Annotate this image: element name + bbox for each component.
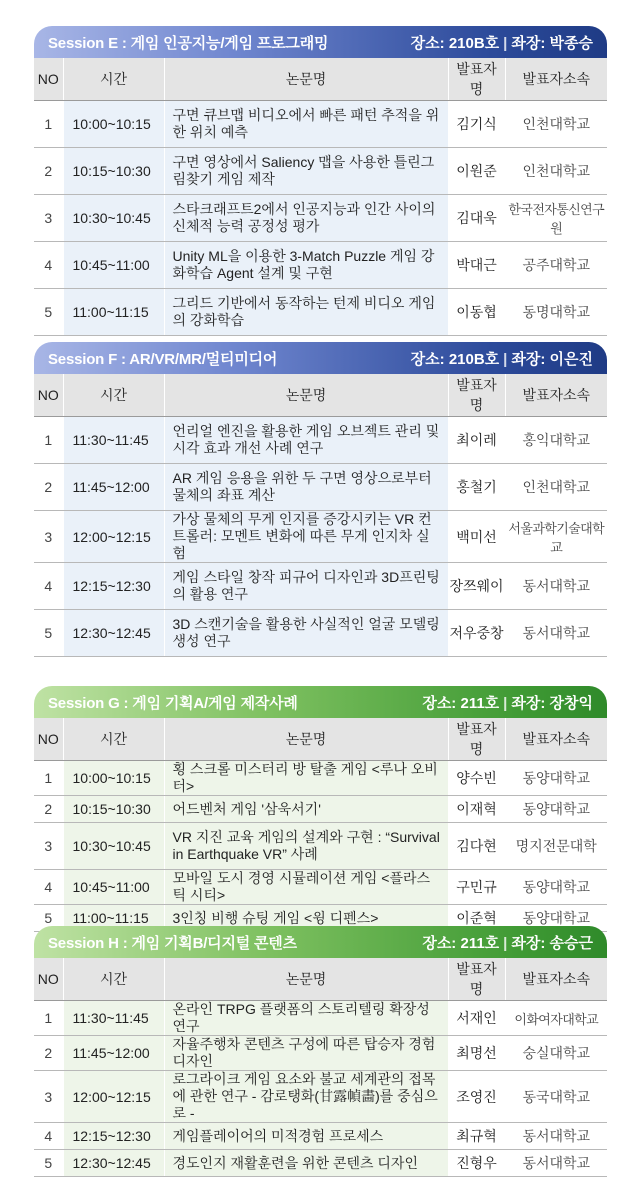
- header-paper: 논문명: [164, 374, 448, 417]
- row-paper: 스타크래프트2에서 인공지능과 인간 사이의 신체적 능력 공정성 평가: [164, 195, 448, 242]
- row-paper: 게임플레이어의 미적경험 프로세스: [164, 1123, 448, 1150]
- header-no: NO: [34, 718, 63, 761]
- header-presenter: 발표자명: [448, 718, 505, 761]
- row-no: 2: [34, 464, 63, 511]
- table-row: [34, 761, 607, 796]
- header-time: 시간: [63, 718, 164, 761]
- row-no: 4: [34, 1123, 63, 1150]
- row-time: 10:15~10:30: [63, 796, 164, 823]
- row-paper: 로그라이크 게임 요소와 불교 세계관의 접목에 관한 연구 - 감로탱화(甘露幀畵)를 중심으로 -: [164, 1071, 448, 1123]
- row-presenter: 진형우: [448, 1150, 505, 1177]
- row-no: 4: [34, 870, 63, 905]
- row-presenter: 이재혁: [448, 796, 505, 823]
- row-org: 인천대학교: [505, 148, 607, 195]
- row-paper: 횡 스크롤 미스터리 방 탈출 게임 <루나 오비터>: [164, 761, 448, 796]
- row-time: 12:15~12:30: [63, 1123, 164, 1150]
- row-time: 12:00~12:15: [63, 1071, 164, 1123]
- header-org: 발표자소속: [505, 718, 607, 761]
- table-row: [34, 1123, 607, 1150]
- row-no: 4: [34, 563, 63, 610]
- row-no: 5: [34, 1150, 63, 1177]
- row-no: 2: [34, 148, 63, 195]
- header-paper: 논문명: [164, 958, 448, 1001]
- header-no: NO: [34, 58, 63, 101]
- row-presenter: 최규혁: [448, 1123, 505, 1150]
- row-presenter: 박대근: [448, 242, 505, 289]
- row-time: 11:00~11:15: [63, 905, 164, 932]
- row-paper: 구면 큐브맵 비디오에서 빠른 패턴 추적을 위한 위치 예측: [164, 101, 448, 148]
- row-org: 인천대학교: [505, 464, 607, 511]
- table-row: [34, 610, 607, 657]
- row-time: 10:00~10:15: [63, 101, 164, 148]
- row-time: 10:45~11:00: [63, 870, 164, 905]
- row-org: 동서대학교: [505, 563, 607, 610]
- row-org: 동양대학교: [505, 870, 607, 905]
- row-paper: 3인칭 비행 슈팅 게임 <윙 디펜스>: [164, 905, 448, 932]
- row-presenter: 김기식: [448, 101, 505, 148]
- row-presenter: 홍철기: [448, 464, 505, 511]
- session-title: Session H : 게임 기획B/디지털 콘텐츠: [48, 934, 297, 952]
- table-row: [34, 511, 607, 563]
- row-paper: 가상 물체의 무게 인지를 증강시키는 VR 컨트롤러: 모멘트 변화에 따른 무게 인지차 실험: [164, 511, 448, 563]
- row-org: 동양대학교: [505, 761, 607, 796]
- row-presenter: 김다현: [448, 823, 505, 870]
- table-row: [34, 464, 607, 511]
- row-paper: 어드벤처 게임 '삼욱서기': [164, 796, 448, 823]
- session-title: Session E : 게임 인공지능/게임 프로그래밍: [48, 34, 329, 52]
- session-chair: 좌장: 이은진: [511, 350, 593, 368]
- header-org: 발표자소속: [505, 958, 607, 1001]
- session-chair: 좌장: 박종승: [511, 34, 593, 52]
- session-chair: 좌장: 장창익: [511, 694, 593, 712]
- row-no: 2: [34, 1036, 63, 1071]
- row-presenter: 서재인: [448, 1001, 505, 1036]
- session-title: Session G : 게임 기획A/게임 제작사례: [48, 694, 298, 712]
- session-e-banner: Session E : 게임 인공지능/게임 프로그래밍 장소: 210B호 | 좌장: 박종승: [34, 26, 607, 58]
- table-row: [34, 1150, 607, 1177]
- table-row: [34, 563, 607, 610]
- row-paper: 언리얼 엔진을 활용한 게임 오브젝트 관리 및 시각 효과 개선 사례 연구: [164, 417, 448, 464]
- row-org: 이화여자대학교: [505, 1001, 607, 1036]
- session-g-banner: Session G : 게임 기획A/게임 제작사례 장소: 211호 | 좌장: 장창익: [34, 686, 607, 718]
- row-no: 3: [34, 195, 63, 242]
- header-org: 발표자소속: [505, 58, 607, 101]
- header-time: 시간: [63, 374, 164, 417]
- session-venue: 장소: 210B호: [410, 34, 500, 52]
- table-header-row: [34, 58, 607, 101]
- row-paper: AR 게임 응용을 위한 두 구면 영상으로부터 물체의 좌표 계산: [164, 464, 448, 511]
- session-venue: 장소: 211호: [422, 694, 500, 712]
- row-org: 인천대학교: [505, 101, 607, 148]
- table-header-row: [34, 958, 607, 1001]
- row-time: 11:45~12:00: [63, 1036, 164, 1071]
- row-paper: 온라인 TRPG 플랫폼의 스토리텔링 확장성 연구: [164, 1001, 448, 1036]
- row-no: 5: [34, 905, 63, 932]
- row-presenter: 최이레: [448, 417, 505, 464]
- header-no: NO: [34, 958, 63, 1001]
- header-time: 시간: [63, 58, 164, 101]
- table-row: [34, 242, 607, 289]
- row-paper: 경도인지 재활훈련을 위한 콘텐츠 디자인: [164, 1150, 448, 1177]
- row-no: 4: [34, 242, 63, 289]
- row-time: 12:30~12:45: [63, 1150, 164, 1177]
- row-org: 동서대학교: [505, 610, 607, 657]
- row-paper: 그리드 기반에서 동작하는 턴제 비디오 게임의 강화학습: [164, 289, 448, 336]
- session-h: [34, 926, 607, 1177]
- row-paper: 자율주행차 콘텐츠 구성에 따른 탑승자 경험 디자인: [164, 1036, 448, 1071]
- table-row: [34, 796, 607, 823]
- table-row: [34, 101, 607, 148]
- session-e-table: [34, 58, 607, 336]
- row-paper: 3D 스캔기술을 활용한 사실적인 얼굴 모델링 생성 연구: [164, 610, 448, 657]
- row-no: 1: [34, 761, 63, 796]
- row-paper: 구면 영상에서 Saliency 맵을 사용한 틀린그림찾기 게임 제작: [164, 148, 448, 195]
- table-header-row: [34, 718, 607, 761]
- table-row: [34, 870, 607, 905]
- row-org: 동양대학교: [505, 796, 607, 823]
- row-time: 10:30~10:45: [63, 823, 164, 870]
- header-presenter: 발표자명: [448, 58, 505, 101]
- row-no: 5: [34, 610, 63, 657]
- row-presenter: 양수빈: [448, 761, 505, 796]
- row-paper: VR 지진 교육 게임의 설계와 구현 : “Survival in Earthquake VR” 사례: [164, 823, 448, 870]
- row-presenter: 장쯔웨이: [448, 563, 505, 610]
- row-org: 공주대학교: [505, 242, 607, 289]
- session-g-table: [34, 718, 607, 932]
- row-time: 11:00~11:15: [63, 289, 164, 336]
- table-row: [34, 417, 607, 464]
- row-paper: 모바일 도시 경영 시뮬레이션 게임 <플라스틱 시티>: [164, 870, 448, 905]
- row-presenter: 최명선: [448, 1036, 505, 1071]
- row-time: 10:15~10:30: [63, 148, 164, 195]
- row-no: 5: [34, 289, 63, 336]
- row-time: 11:45~12:00: [63, 464, 164, 511]
- row-presenter: 이준혁: [448, 905, 505, 932]
- table-header-row: [34, 374, 607, 417]
- row-paper: 게임 스타일 창작 피규어 디자인과 3D프린팅의 활용 연구: [164, 563, 448, 610]
- row-org: 동국대학교: [505, 1071, 607, 1123]
- header-org: 발표자소속: [505, 374, 607, 417]
- session-chair: 좌장: 송승근: [511, 934, 593, 952]
- table-row: [34, 289, 607, 336]
- header-presenter: 발표자명: [448, 374, 505, 417]
- row-time: 11:30~11:45: [63, 417, 164, 464]
- row-time: 12:30~12:45: [63, 610, 164, 657]
- row-presenter: 백미선: [448, 511, 505, 563]
- session-venue: 장소: 211호: [422, 934, 500, 952]
- row-no: 1: [34, 101, 63, 148]
- row-presenter: 조영진: [448, 1071, 505, 1123]
- row-org: 홍익대학교: [505, 417, 607, 464]
- row-org: 한국전자통신연구원: [505, 195, 607, 242]
- session-g: [34, 686, 607, 932]
- table-row: [34, 195, 607, 242]
- session-e: [34, 26, 607, 336]
- row-presenter: 이동협: [448, 289, 505, 336]
- row-presenter: 저우중창: [448, 610, 505, 657]
- session-title: Session F : AR/VR/MR/멀티미디어: [48, 350, 278, 368]
- row-presenter: 구민규: [448, 870, 505, 905]
- table-row: [34, 1071, 607, 1123]
- row-org: 동서대학교: [505, 1150, 607, 1177]
- row-org: 동양대학교: [505, 905, 607, 932]
- row-org: 숭실대학교: [505, 1036, 607, 1071]
- session-h-banner: Session H : 게임 기획B/디지털 콘텐츠 장소: 211호 | 좌장: 송승근: [34, 926, 607, 958]
- row-org: 명지전문대학: [505, 823, 607, 870]
- row-presenter: 김대욱: [448, 195, 505, 242]
- row-no: 3: [34, 823, 63, 870]
- header-paper: 논문명: [164, 58, 448, 101]
- row-time: 12:00~12:15: [63, 511, 164, 563]
- row-no: 3: [34, 1071, 63, 1123]
- row-paper: Unity ML을 이용한 3-Match Puzzle 게임 강화학습 Agent 설계 및 구현: [164, 242, 448, 289]
- session-f-table: [34, 374, 607, 657]
- row-no: 2: [34, 796, 63, 823]
- row-no: 3: [34, 511, 63, 563]
- row-time: 10:30~10:45: [63, 195, 164, 242]
- row-time: 11:30~11:45: [63, 1001, 164, 1036]
- header-no: NO: [34, 374, 63, 417]
- session-venue: 장소: 210B호: [410, 350, 500, 368]
- session-f: [34, 342, 607, 657]
- row-no: 1: [34, 417, 63, 464]
- header-time: 시간: [63, 958, 164, 1001]
- row-org: 서울과학기술대학교: [505, 511, 607, 563]
- session-f-banner: Session F : AR/VR/MR/멀티미디어 장소: 210B호 | 좌장: 이은진: [34, 342, 607, 374]
- table-row: [34, 1036, 607, 1071]
- table-row: [34, 1001, 607, 1036]
- row-org: 동명대학교: [505, 289, 607, 336]
- row-presenter: 이원준: [448, 148, 505, 195]
- row-no: 1: [34, 1001, 63, 1036]
- header-paper: 논문명: [164, 718, 448, 761]
- row-time: 12:15~12:30: [63, 563, 164, 610]
- table-row: [34, 823, 607, 870]
- header-presenter: 발표자명: [448, 958, 505, 1001]
- session-h-table: [34, 958, 607, 1177]
- row-time: 10:00~10:15: [63, 761, 164, 796]
- row-time: 10:45~11:00: [63, 242, 164, 289]
- table-row: [34, 148, 607, 195]
- row-org: 동서대학교: [505, 1123, 607, 1150]
